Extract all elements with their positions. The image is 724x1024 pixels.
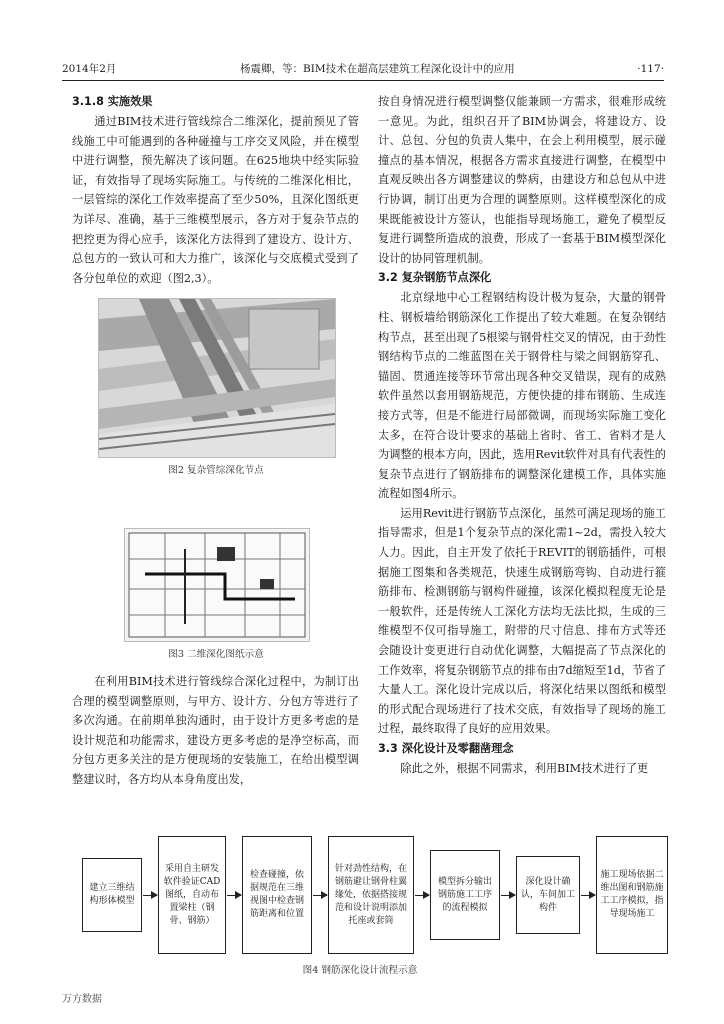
section-3-3-title: 3.3 深化设计及零翻凿理念 — [378, 742, 514, 755]
footer-watermark: 万方数据 — [62, 994, 102, 1005]
figure-2-caption: 图2 复杂管综深化节点 — [168, 465, 264, 476]
right-paragraph-2: 北京绿地中心工程钢结构设计极为复杂，大量的钢骨柱、钢板墙给钢筋深化工作提出了较大难题。在复杂钢结构节点，甚至出现了5根梁与钢骨柱交叉的情况，由于劲性钢结构节点的二维蓝图在关于钢骨柱与梁之间钢筋穿孔、锚固、贯通连接等环节常出现各种交叉错误，现有的成熟软件虽然以套用钢筋规范，方便快捷的排布钢筋、生成连接方式等，但是不能进行局部微调，而现场实际施工变化太多，在符合设计要求的基础上省时、省工、省料才是人为调整的根本方向，因此，选用Revit软件对具有代表性的复杂节点进行了钢筋排布的调整深化建模工作，具体实施流程如图4所示。 — [378, 291, 666, 501]
flow-arrow-6 — [581, 895, 595, 896]
figure-3-caption: 图3 二维深化图纸示意 — [168, 649, 264, 660]
flow-step-5: 模型拆分输出钢筋施工工序的流程模拟 — [430, 850, 500, 940]
running-title: 杨震卿，等：BIM技术在超高层建筑工程深化设计中的应用 — [240, 63, 515, 75]
figure-3-drawing — [124, 528, 310, 642]
left-paragraph-2: 在利用BIM技术进行管线综合深化过程中，为制订出合理的模型调整原则，与甲方、设计方、分包方等进行了多次沟通。在前期单独沟通时，由于设计方更多考虑的是设计规范和功能需求，建设方更多考虑的是净空标高，而分包方更多关注的是方便现场的安装施工，在给出模型调整建议时，各方均从本身角度出发， — [72, 675, 359, 786]
page-number: ·117· — [637, 63, 664, 75]
flow-arrow-1 — [143, 895, 157, 896]
pipe-model-illustration — [99, 299, 335, 457]
header-rule — [62, 80, 664, 81]
flow-step-4: 针对劲性结构，在钢筋避让钢骨柱翼缘处，依据搭接规范和设计说明添加托座或套筒 — [328, 836, 414, 954]
page-header — [62, 60, 664, 78]
right-paragraph-3: 运用Revit进行钢筋节点深化，虽然可满足现场的施工指导需求，但是1个复杂节点的深化需1~2d，需投入较大人力。因此，自主开发了依托于REVIT的钢筋插件，可根据施工图集和各类规范，快速生成钢筋弯钩、自动进行箍筋排布、检测钢筋与钢构件碰撞，该深化模拟程度无论是一般软件，还是传统人工深化方法均无法比拟，生成的三维模型不仅可指导施工，附带的尺寸信息、排布方式等还会随设计变更进行自动优化调整，大幅提高了节点深化的工作效率，将复杂钢筋节点的排布由7d缩短至1d，节省了大量人工。深化设计完成以后，将深化结果以图纸和模型的形式配合现场进行了技术交底，有效指导了现场的施工过程，最终取得了良好的应用效果。 — [378, 506, 666, 736]
right-paragraph-4: 除此之外，根据不同需求，利用BIM技术进行了更 — [400, 762, 649, 775]
flow-step-6: 深化设计确认，车间加工构件 — [516, 856, 580, 934]
left-paragraph-1: 通过BIM技术进行管线综合二维深化，提前预见了管线施工中可能遇到的各种碰撞与工序交叉风险，并在模型中进行调整，预先解决了该问题。在625地块中经实际验证，有效指导了现场实际施工。与传统的二维深化相比，一层管综的深化工作效率提高了至少50%，且深化图纸更为详尽、准确，基于三维模型展示，各方对于复杂节点的把控更为得心应手，该深化方法得到了建设方、设计方、总包方的一致认可和大力推广，该深化与交底模式受到了各分包单位的欢迎（图2,3）。 — [72, 115, 359, 285]
left-column-top — [72, 92, 359, 288]
section-3-2-title: 3.2 复杂钢筋节点深化 — [378, 271, 492, 285]
figure-4-caption: 图4 钢筋深化设计流程示意 — [302, 965, 418, 976]
flow-step-2: 采用自主研发软件验证CAD图纸，自动布置梁柱（钢骨、钢筋） — [158, 836, 226, 954]
right-paragraph-1: 按自身情况进行模型调整仅能兼顾一方需求，很难形成统一意见。为此，组织召开了BIM协调会，将建设方、设计、总包、分包的负责人集中，在会上利用模型，展示碰撞点的基本情况，根据各方需求直接进行调整，在模型中直观反映出各方调整建议的弊病，由建设方和总包从中进行协调，制订出更为合理的调整原则。这样模型深化的成果既能被设计方签认，也能指导现场施工，避免了模型反复进行调整所造成的浪费，形成了一套基于BIM模型深化设计的协同管理机制。 — [378, 95, 666, 265]
flow-step-1: 建立三维结构形体模型 — [82, 858, 142, 932]
flow-arrow-2 — [227, 895, 241, 896]
right-column — [378, 92, 666, 779]
section-3-1-8-title: 3.1.8 实施效果 — [72, 95, 153, 108]
flow-arrow-5 — [501, 895, 515, 896]
flow-step-3: 检查碰撞，依据规范在三维视图中检查钢筋距离和位置 — [242, 836, 312, 954]
flow-arrow-4 — [415, 895, 429, 896]
left-column-bottom — [72, 672, 359, 790]
journal-date: 2014年2月 — [62, 63, 117, 75]
drawing-illustration — [125, 529, 309, 641]
figure-2-pipe-model — [98, 298, 336, 458]
flow-arrow-3 — [313, 895, 327, 896]
flow-step-7: 施工现场依据二维出图和钢筋施工工序模拟，指导现场施工 — [596, 836, 668, 954]
